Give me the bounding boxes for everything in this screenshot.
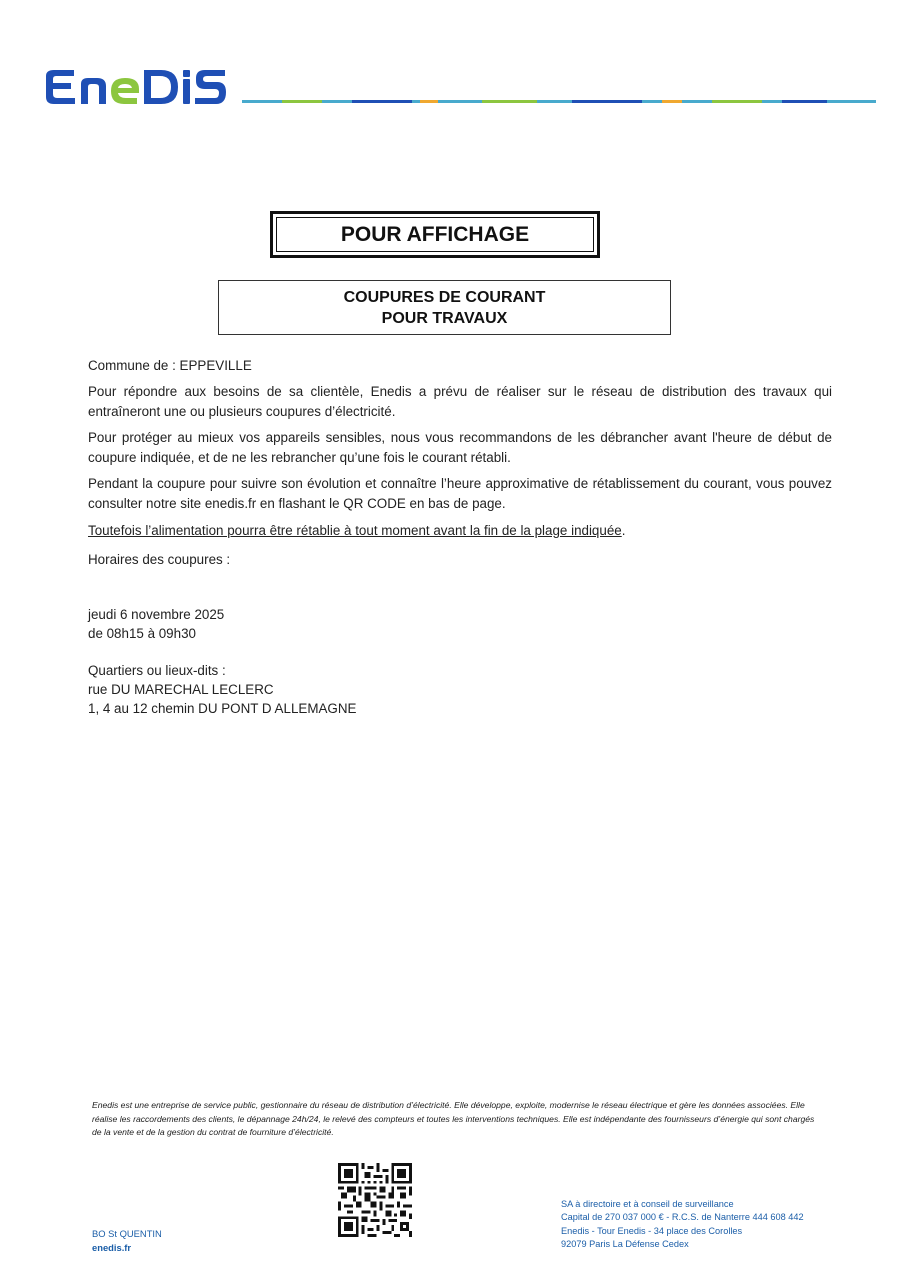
footer-legal-2: Capital de 270 037 000 € - R.C.S. de Nanterre 444 608 442: [561, 1212, 804, 1223]
page-title: POUR AFFICHAGE: [276, 217, 594, 252]
footer-right: [561, 1198, 804, 1252]
subtitle-line1: COUPURES DE COURANT: [343, 289, 546, 306]
paragraph-2: Pour protéger au mieux vos appareils sensibles, nous vous recommandons de les débrancher avant l'heure de début de coupure indiquée, et de ne les rebrancher qu’une fois le courant rétabli.: [88, 430, 832, 465]
footer-website-link[interactable]: enedis.fr: [92, 1242, 132, 1253]
place-1: rue DU MARECHAL LECLERC: [88, 682, 274, 697]
warning-text: Toutefois l’alimentation pourra être rétablie à tout moment avant la fin de la plage indiquée: [88, 523, 622, 538]
footer-legal-1: SA à directoire et à conseil de surveillance: [561, 1199, 734, 1209]
footer-left: [92, 1227, 162, 1255]
qr-code-icon[interactable]: [338, 1163, 412, 1237]
footer-office: BO St QUENTIN: [92, 1228, 162, 1239]
warning-line: [88, 521, 832, 541]
paragraph-1: Pour répondre aux besoins de sa clientèle, Enedis a prévu de réaliser sur le réseau de distribution des travaux qui entraîneront une ou plusieurs coupures d’électricité.: [88, 384, 832, 419]
place-2: 1, 4 au 12 chemin DU PONT D ALLEMAGNE: [88, 701, 357, 716]
subtitle-box: [218, 280, 671, 335]
warning-end: .: [621, 523, 626, 538]
commune: Commune de : EPPEVILLE: [88, 358, 252, 373]
footer-disclaimer: Enedis est une entreprise de service public, gestionnaire du réseau de distribution d’électricité. Elle développe, exploite, modernise le réseau électrique et gère les données associées. Elle réalise les raccordements des clients, le dépannage 24h/24, le relevé des compteurs et toutes les interventions techniques. Elle est indépendante des fournisseurs d’énergie qui sont chargés de la vente et de la gestion du contrat de fourniture d’électricité.: [92, 1100, 815, 1137]
places-label: Quartiers ou lieux-dits :: [88, 663, 226, 678]
header-color-rule: [242, 100, 876, 103]
outage-time: de 08h15 à 09h30: [88, 626, 196, 641]
paragraph-3: Pendant la coupure pour suivre son évolution et connaître l’heure approximative de rétablissement du courant, vous pouvez consulter notre site enedis.fr en flashant le QR CODE en bas de page.: [88, 476, 832, 511]
enedis-logo: [44, 64, 236, 108]
footer-address-1: Enedis - Tour Enedis - 34 place des Corolles: [561, 1225, 743, 1236]
outage-date: jeudi 6 novembre 2025: [88, 607, 225, 622]
footer-address-2: 92079 Paris La Défense Cedex: [561, 1239, 689, 1250]
subtitle-line2: POUR TRAVAUX: [381, 310, 508, 327]
schedule-label: Horaires des coupures :: [88, 552, 231, 567]
